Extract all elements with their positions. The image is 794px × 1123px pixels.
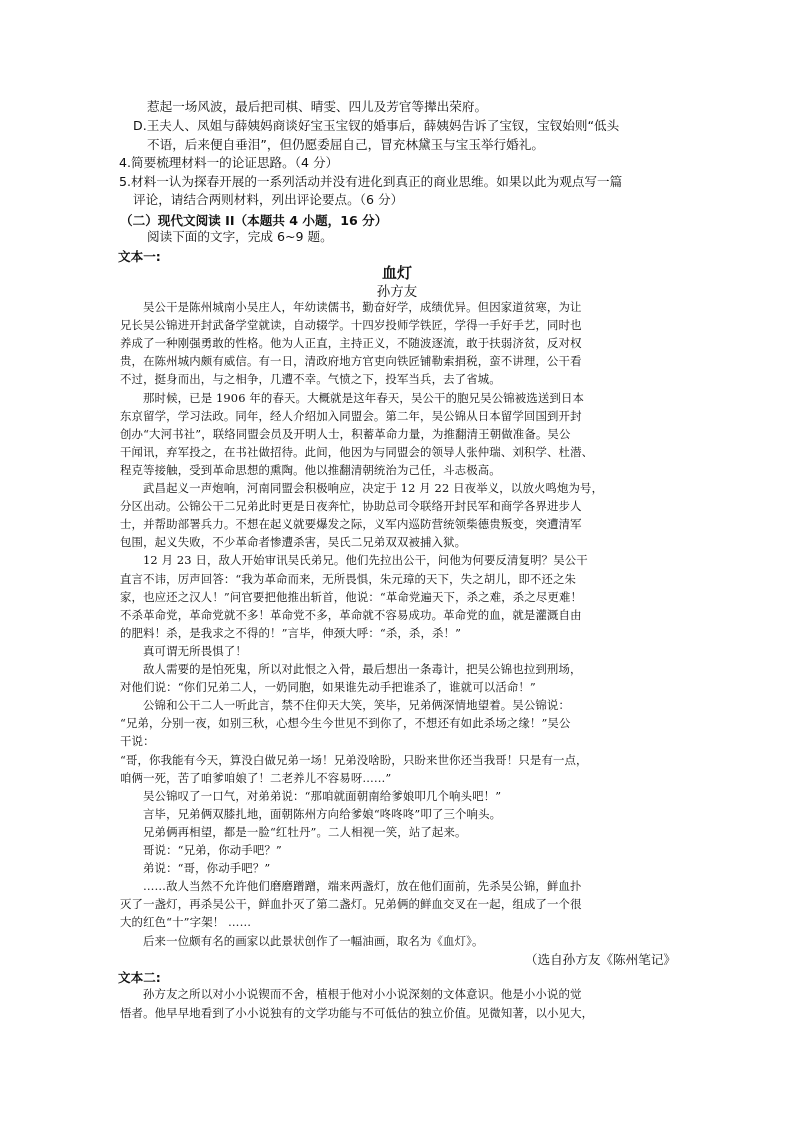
text1-line: 分区出动。公锦公干二兄弟此时更是日夜奔忙，协助总司令联络开封民军和商学各界进步人 xyxy=(120,499,582,514)
text1-line: 干说： xyxy=(120,734,155,749)
text1-line: 家，也应还之汉人！”问官要把他推出斩首，他说：“革命党遍天下，杀之难，杀之尽更难！ xyxy=(120,589,583,604)
text1-line: 公锦和公干二人一听此言，禁不住仰天大笑，笑毕，兄弟俩深情地望着。吴公锦说： xyxy=(143,698,571,713)
text2-line: 孙方友之所以对小小说锲而不舍，植根于他对小小说深刻的文体意识。他是小小说的觉 xyxy=(143,987,582,1001)
text1-line: “兄弟，分别一夜，如别三秋，心想今生今世见不到你了，不想还有如此杀场之缘！”吴公 xyxy=(120,716,571,731)
text1-line: 武昌起义一声炮响，河南同盟会积极响应，决定于 12 月 22 日夜举义，以放火鸣炮为号， xyxy=(143,481,604,495)
text1-line: 对他们说：“你们兄弟二人，一奶同胞，如果谁先动手把谁杀了，谁就可以活命！” xyxy=(120,680,536,695)
text2-line: 悟者。他早早地看到了小小说独有的文学功能与不可低估的独立价值。见微知著，以小见大， xyxy=(120,1006,594,1020)
text1-line: 东京留学，学习法政。同年，经人介绍加入同盟会。第二年，吴公锦从日本留学回国到开封 xyxy=(120,408,582,423)
text1-line: 士，并帮助部署兵力。不想在起义就要爆发之际，义军内巡防营统领柴德贵叛变，突遭清军 xyxy=(120,517,582,532)
text1-line: 不过，挺身而出，与之相争，几遭不幸。气愤之下，投军当兵，去了省城。 xyxy=(120,372,501,387)
text1-line: 灭了一盏灯，再杀吴公干，鲜血扑灭了第二盏灯。兄弟俩的鲜血交叉在一起，组成了一个很 xyxy=(120,897,582,912)
text1-line: 哥说：“兄弟，你动手吧？” xyxy=(143,843,282,857)
question-5-continuation: 评论，请结合两则材料，列出评论要点。（6 分） xyxy=(133,192,404,207)
text1-line: 直言不讳，厉声回答：“我为革命而来，无所畏惧，朱元璋的天下，失之胡儿，即不还之朱 xyxy=(120,571,577,586)
text1-line: 养成了一种刚强勇敢的性格。他为人正直，主持正义，不随波逐流，敢于扶弱济贫，反对权 xyxy=(120,336,582,351)
text1-line: 吴公锦叹了一口气，对弟弟说：“那咱就面朝南给爹娘叩几个响头吧！” xyxy=(143,788,502,803)
question-4: 4.简要梳理材料一的论证思路。（4 分） xyxy=(119,155,339,170)
section-heading: （二）现代文阅读 II（本题共 4 小题，16 分） xyxy=(120,213,388,228)
text1-line: 不杀革命党，革命党就不多！革命党不多，革命就不容易成功。革命党的血，就是灌溉自由 xyxy=(120,607,582,622)
text2-label: 文本二: xyxy=(118,970,161,985)
text1-label: 文本一: xyxy=(118,249,161,264)
text1-line: 吴公干是陈州城南小吴庄人，年幼读儒书，勤奋好学，成绩优异。但因家道贫寒，为让 xyxy=(143,300,582,314)
question-5: 5.材料一认为探春开展的一系列活动并没有进化到真正的商业思维。如果以此为观点写一篇 xyxy=(119,174,623,189)
text1-line: 兄长吴公锦进开封武备学堂就读，自动辍学。十四岁投师学铁匠，学得一手好手艺，同时也 xyxy=(120,318,582,333)
text1-line: 包围，起义失败，不少革命者惨遭杀害，吴氏二兄弟双双被捕入狱。 xyxy=(120,535,467,550)
text1-line: ……敌人当然不允许他们磨磨蹭蹭，端来两盏灯，放在他们面前，先杀吴公锦，鲜血扑 xyxy=(143,879,582,894)
option-d-line: D.王夫人、凤姐与薛姨妈商谈好宝玉宝钗的婚事后，薛姨妈告诉了宝钗，宝钗始则“低头 xyxy=(133,118,620,133)
question-continuation-line: 惹起一场风波，最后把司棋、晴雯、四儿及芳官等撵出荣府。 xyxy=(147,99,488,114)
text1-line: 创办“大河书社”，联络同盟会员及开明人士，积蓄革命力量，为推翻清王朝做准备。吴公 xyxy=(120,426,571,441)
text1-line: 咱俩一死，苦了咱爹咱娘了！二老养儿不容易呀……” xyxy=(120,770,392,785)
section-instruction: 阅读下面的文字，完成 6~9 题。 xyxy=(147,229,333,244)
text1-line: 敌人需要的是怕死鬼，所以对此恨之入骨，最后想出一条毒计，把吴公锦也拉到刑场， xyxy=(143,662,582,676)
text1-line: 大的红色“十”字架！ …… xyxy=(120,915,252,930)
story-title: 血灯 xyxy=(381,264,412,282)
text1-line: 后来一位颇有名的画家以此景状创作了一幅油画，取名为《血灯》。 xyxy=(143,933,484,948)
text1-line: 言毕，兄弟俩双膝扎地，面朝陈州方向给爹娘“咚咚咚”叩了三个响头。 xyxy=(143,806,502,821)
option-d-continuation: 不语，后来便自垂泪”，但仍愿委屈自己，冒充林黛玉与宝玉举行婚礼。 xyxy=(147,137,544,152)
text1-line: 那时候，已是 1906 年的春天。大概就是这年春天，吴公干的胞兄吴公锦被选送到日本 xyxy=(143,390,585,405)
text1-line: 12 月 23 日，敌人开始审讯吴氏弟兄。他们先拉出公干，问他为何要反清复明？吴公干 xyxy=(143,553,588,568)
text1-line: 兄弟俩再相望，都是一脸“红牡丹”。二人相视一笑，站了起来。 xyxy=(143,824,467,839)
text1-line: “哥，你我能有今天，算没白做兄弟一场！兄弟没啥盼，只盼来世你还当我哥！只是有一点， xyxy=(120,752,588,767)
text1-line: 干闻讯，弃军投之，在书社做招待。此间，他因为与同盟会的领导人张仲瑞、刘积学、杜潜、 xyxy=(120,444,594,459)
text1-line: 真可谓无所畏惧了！ xyxy=(143,643,247,658)
text1-line: 的肥料！杀，是我求之不得的！”言毕，伸颈大呼：“杀，杀，杀！” xyxy=(120,625,462,640)
text1-line: 程克等接触，受到革命思想的熏陶。他以推翻清朝统治为己任，斗志极高。 xyxy=(120,462,501,477)
story-author: 孙方友 xyxy=(376,284,418,300)
story-source: （选自孙方友《陈州笔记》 xyxy=(524,952,676,967)
text1-line: 贵，在陈州城内颇有威信。有一日，清政府地方官吏向铁匠铺勒索捐税，蛮不讲理，公干看 xyxy=(120,354,582,369)
text1-line: 弟说：“哥，你动手吧？” xyxy=(143,861,271,876)
